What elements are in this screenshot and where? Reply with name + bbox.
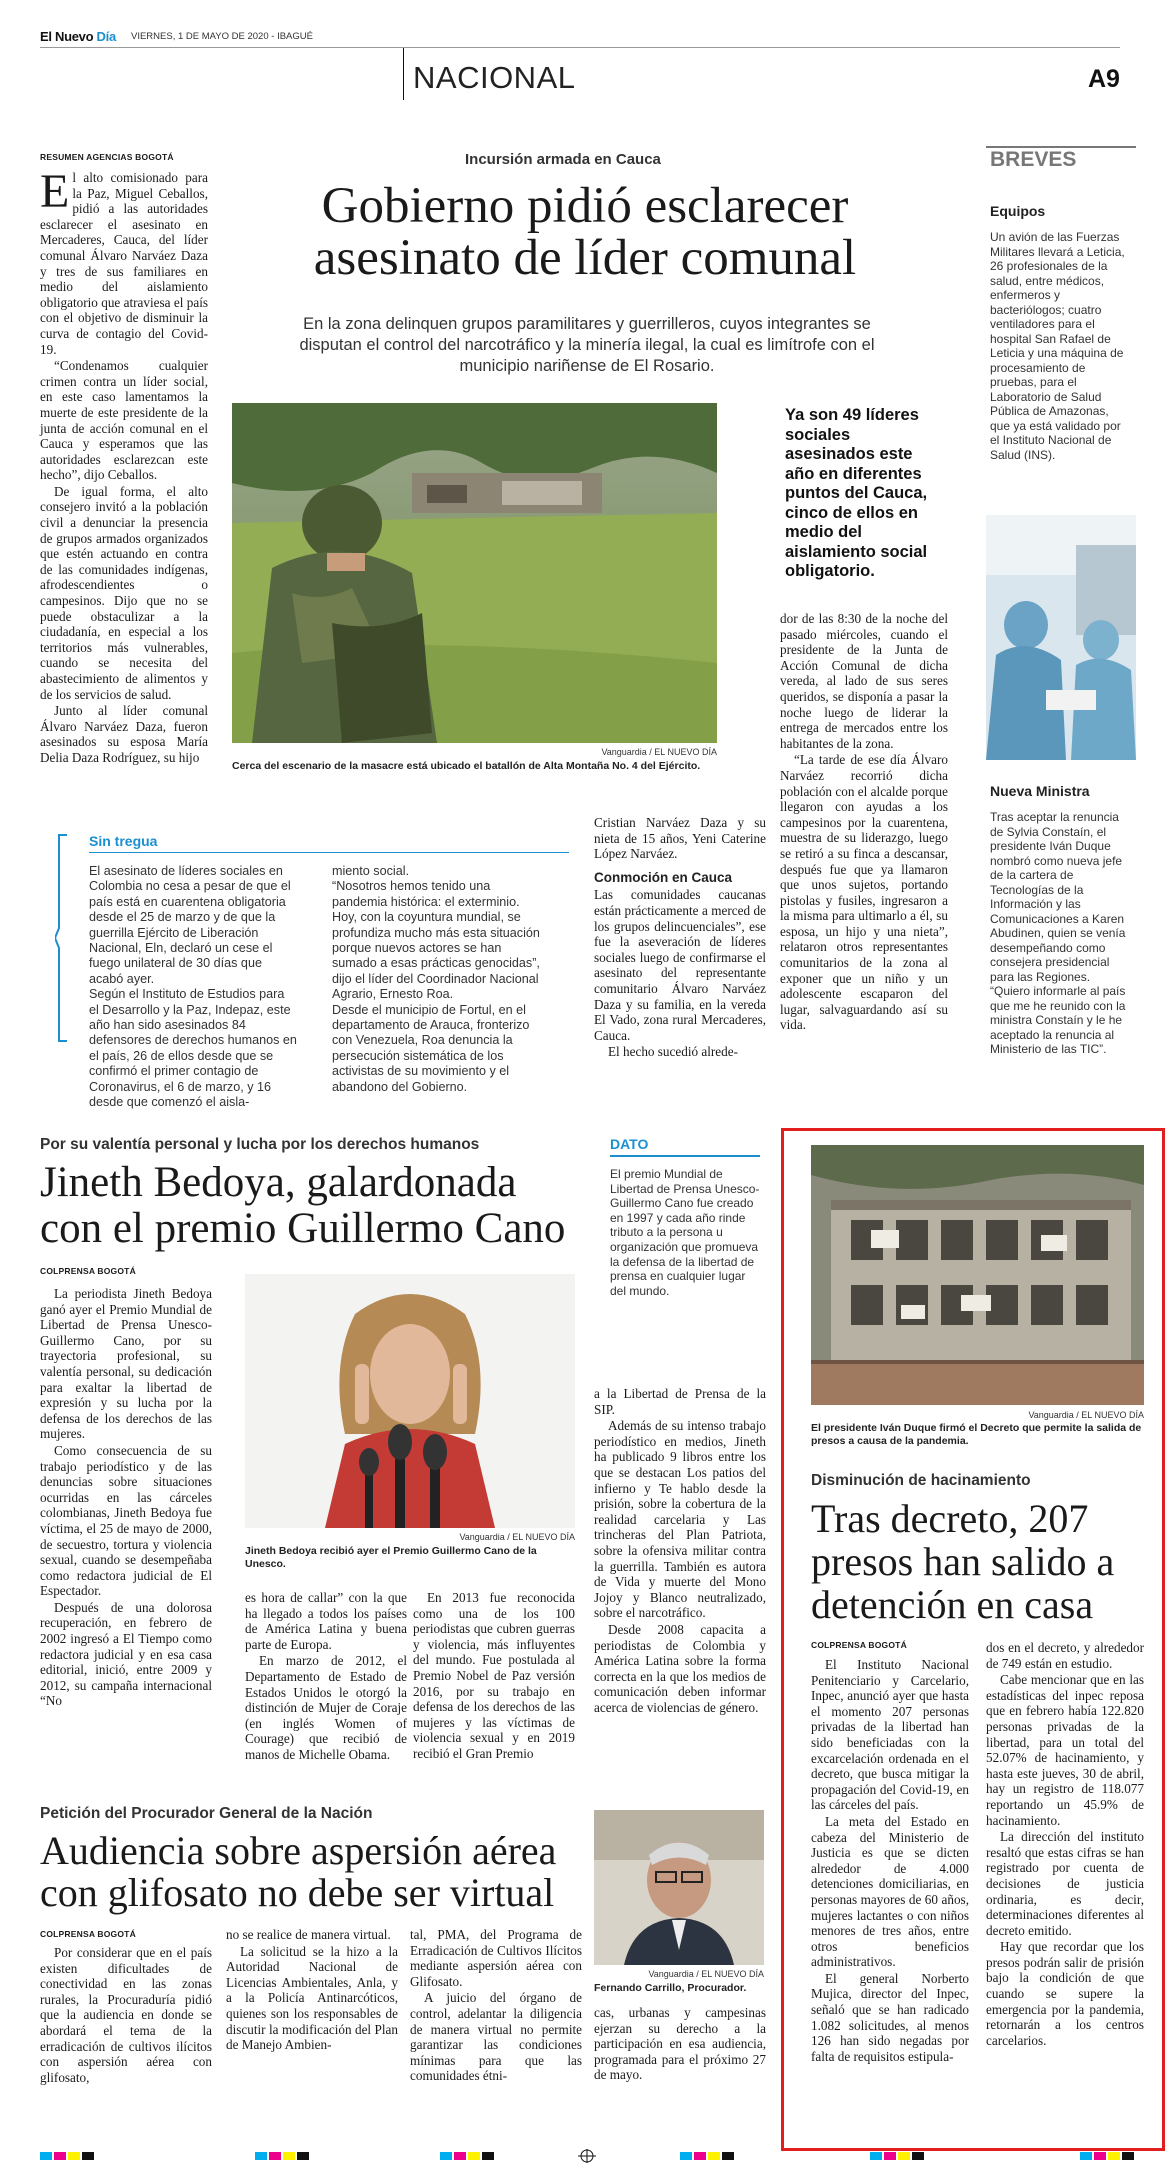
bedoya-c4c: Desde 2008 capacita a periodistas de Colombia y América Latina sobre la forma correcta en la que los medios de comunicación deben informar acerca de violencias de género. bbox=[594, 1621, 766, 1715]
breves-title: BREVES bbox=[990, 148, 1077, 171]
glifosato-c4: cas, urbanas y campesinas ejerzan su derecho a la participación en esa audiencia, programada para el próximo 27 de mayo. bbox=[594, 2005, 766, 2083]
lead-subhead: Conmoción en Cauca bbox=[594, 869, 733, 885]
glifosato-photo-caption: Fernando Carrillo, Procurador. bbox=[594, 1982, 747, 1994]
bedoya-photo-caption: Jineth Bedoya recibió ayer el Premio Guillermo Cano de la Unesco. bbox=[245, 1545, 537, 1570]
glifosato-col4 bbox=[594, 2005, 766, 2084]
sin-tregua-text4: “Nosotros hemos tenido una pandemia histórica: el exterminio. Hoy, con la coyuntura mundial, se profundiza mucho más esta situación porque nuevos actores se han sumado a esas prácticas genocidas”, dijo el líder del Coordinador Nacional Agrario, Ernesto Roa. bbox=[332, 879, 540, 1002]
prison-building-image bbox=[811, 1145, 1144, 1405]
sin-tregua-bracket bbox=[55, 833, 69, 1043]
breves-item1-title: Equipos bbox=[990, 203, 1046, 219]
presos-p3: El general Norberto Mujica, director del Inpec, señaló que se han radicado 1.082 solicitudes, al menos 126 han sido negadas por falta de requisitos estipula- bbox=[811, 1970, 969, 2064]
fernando-carrillo-image bbox=[594, 1810, 764, 1965]
logo-text-b: Día bbox=[96, 29, 116, 44]
bedoya-kicker: Por su valentía personal y lucha por los derechos humanos bbox=[40, 1136, 480, 1153]
dato-text: El premio Mundial de Libertad de Prensa Unesco-Guillermo Cano fue creado en 1997 y cada año rinde tributo a la persona u organización que promueva la defensa de la libertad de prensa en cualquier lugar del mundo. bbox=[610, 1167, 760, 1298]
header-divider bbox=[40, 47, 1120, 48]
breves-photo bbox=[986, 515, 1136, 760]
print-color-bar bbox=[40, 2149, 1135, 2163]
presos-photo-credit: Vanguardia / EL NUEVO DÍA bbox=[1028, 1410, 1144, 1420]
lead-mid-column bbox=[594, 815, 766, 1061]
section-title: NACIONAL bbox=[413, 60, 576, 95]
lead-mid-p2: Las comunidades caucanas están prácticamente a merced de los grupos delincuenciales”, ese fue la aseveración de líderes sociales luego de confirmarse el asesinato del representante comunitario Álvaro Narváez Daza y su familia, en la vereda El Vado, zona rural Mercaderes, Cauca. bbox=[594, 887, 766, 1043]
sin-tregua-col1 bbox=[89, 864, 297, 1111]
bedoya-col2 bbox=[245, 1590, 407, 1764]
sin-tregua-text3: miento social. bbox=[332, 864, 409, 878]
lead-right-p2: “La tarde de ese día Álvaro Narváez recorrió dicha población con el alcalde porque llegaron con ayudas a los campesinos por la cuarentena, muestra de su liderazgo, luego se retiró a su finca a descansar, después fue que ya llamaron que unos sujetos, portando pistolas y fusiles, ingresaron a la misma para ultimarlo a él, su esposa, un hijo y una nieta”, relataron otros representantes comunitarios de la zona al exponer que un niño y un adolescente escaparon del lugar, salvaguardando así su vida. bbox=[780, 752, 948, 1033]
sin-tregua-rule bbox=[89, 852, 569, 853]
dropcap: E bbox=[40, 165, 70, 218]
lead-p1: l alto comisionado para la Paz, Miguel Ceballos, pidió a las autoridades esclarecer el asesinato en Mercaderes, Cauca, del líder comunal Álvaro Narváez Daza y tres de sus familiares en medio del aislamiento obligatorio que atraviesa el país con el objetivo de disminuir la curva de contagio del Covid-19. bbox=[40, 170, 208, 357]
presos-c2c: La dirección del instituto resaltó que estas cifras se han registrado por cuenta de decisiones de justicia ordinaria, es decir, determinaciones diferentes al decreto emitido. bbox=[986, 1829, 1144, 1938]
lead-photo-caption: Cerca del escenario de la masacre está ubicado el batallón de Alta Montaña No. 4 del Ejército. bbox=[232, 760, 701, 772]
masthead-logo bbox=[40, 29, 116, 44]
lead-right-column bbox=[780, 611, 948, 1034]
presos-col2 bbox=[986, 1640, 1144, 2049]
bedoya-c2: es hora de callar” con la que ha llegado a todos los países de América Latina y buena parte de Europa. bbox=[245, 1590, 407, 1652]
soldier-image bbox=[232, 403, 717, 743]
bedoya-c4: a la Libertad de Prensa de la SIP. bbox=[594, 1386, 766, 1417]
presos-headline: Tras decreto, 207 presos han salido a detención en casa bbox=[811, 1496, 1115, 1627]
glifosato-c1: Por considerar que en el país existen dificultades de conectividad en las zonas rurales, la Procuraduría pidió que la audiencia en donde se abordará el tema de la erradicación de cultivos ilícitos con aspersión aérea con glifosato, bbox=[40, 1945, 212, 2085]
lead-photo bbox=[232, 403, 717, 743]
sin-tregua-text5: Desde el municipio de Fortul, en el departamento de Arauca, fronterizo con Venezuela, Roa denuncia la persecución sistemática de los activistas de su movimiento y el abandono del Gobierno. bbox=[332, 1002, 530, 1094]
logo-text-a: El Nuevo bbox=[40, 29, 94, 44]
glifosato-col3 bbox=[410, 1927, 582, 2085]
glifosato-headline: Audiencia sobre aspersión aérea con glifosato no debe ser virtual bbox=[40, 1828, 557, 1915]
bedoya-p1: La periodista Jineth Bedoya ganó ayer el Premio Mundial de Libertad de Prensa Unesco-Guillermo Cano, por su trayectoria profesional, su valentía personal, su dedicación para exaltar la libertad de expresión y su lucha por la defensa de los derechos de las mujeres. bbox=[40, 1286, 212, 1442]
glifosato-c3b: A juicio del órgano de control, adelantar la diligencia de manera virtual no permite garantizar las condiciones mínimas para que las comunidades étni- bbox=[410, 1990, 582, 2084]
lead-kicker: Incursión armada en Cauca bbox=[465, 151, 661, 168]
presos-c2: dos en el decreto, y alrededor de 749 están en estudio. bbox=[986, 1640, 1144, 1671]
lead-pullquote: Ya son 49 líderes sociales asesinados este año en diferentes puntos del Cauca, cinco de ellos en medio del aislamiento social obligatorio. bbox=[785, 406, 928, 580]
jineth-bedoya-image bbox=[245, 1274, 575, 1528]
dato-title: DATO bbox=[610, 1136, 649, 1152]
presos-col1 bbox=[811, 1657, 969, 2065]
page-number: A9 bbox=[1088, 65, 1120, 93]
glifosato-c2b: La solicitud se la hizo a la Autoridad Nacional de Licencias Ambientales, Anla, y a la Policía Antinarcóticos, quienes son los responsables de discutir la modificación del Plan de Manejo Ambien- bbox=[226, 1943, 398, 2053]
bedoya-col4 bbox=[594, 1386, 766, 1716]
lead-byline: RESUMEN AGENCIAS BOGOTÁ bbox=[40, 152, 174, 162]
glifosato-c2: no se realice de manera virtual. bbox=[226, 1927, 391, 1942]
lead-mid-p3: El hecho sucedió alrede- bbox=[608, 1044, 738, 1060]
lead-p3: De igual forma, el alto consejero invitó a la población civil a denunciar la presencia de grupos armados organizados que estén actuando en contra de las comunidades indígenas, afrodescendientes o campesinos. Dijo que no se puede obstaculizar a la ciudadanía, en especial a los territorios más vulnerables, cuando se necesita del abastecimiento de alimentos y de los servicios de salud. bbox=[40, 483, 208, 702]
lead-p2: “Condenamos cualquier crimen contra un líder social, en este caso lamentamos la muerte de este presidente de la junta de acción comunal en el Cauca y esperamos que las autoridades esclarezcan este hecho”, dijo Ceballos. bbox=[40, 358, 208, 483]
date-line: VIERNES, 1 DE MAYO DE 2020 - IBAGUÉ bbox=[131, 31, 313, 42]
section-bar bbox=[403, 48, 404, 100]
bedoya-p2: Como consecuencia de su trabajo periodístico y de las denuncias sobre situaciones ocurridas en las cárceles colombianas, Jineth Bedoya fue víctima, el 25 de mayo de 2000, de secuestro, tortura y violencia sexual, cuando se desempeñaba como redactora judicial de El Espectador. bbox=[40, 1442, 212, 1599]
sin-tregua-text1: El asesinato de líderes sociales en Colombia no cesa a pesar de que el país está en cuarentena obligatoria desde el 25 de marzo y de que la guerrilla Ejército de Liberación Nacional, Eln, declaró un cese el fuego unilateral de 30 días que acabó ayer. bbox=[89, 864, 291, 986]
bedoya-photo bbox=[245, 1274, 575, 1528]
sin-tregua-title: Sin tregua bbox=[89, 833, 158, 849]
lead-mid-p1: Cristian Narváez Daza y su nieta de 15 años, Yeni Caterine López Narváez. bbox=[594, 815, 766, 862]
bedoya-p3: Después de una dolorosa recuperación, en febrero de 2002 ingresó a El Tiempo como redactora judicial y en esa casa editorial, inició, entre 2009 y 2012, su campaña internacional “No bbox=[40, 1599, 212, 1709]
bedoya-byline: COLPRENSA BOGOTÁ bbox=[40, 1266, 136, 1276]
sin-tregua-text2: Según el Instituto de Estudios para el Desarrollo y la Paz, Indepaz, este año han sido asesinados 84 defensores de derechos humanos en el país, 26 de ellos desde que se confirmó el primer contagio de Coronavirus, el 6 de marzo, y 16 desde que comenzó el aisla- bbox=[89, 987, 297, 1110]
breves-item1-text: Un avión de las Fuerzas Militares llevará a Leticia, 26 profesionales de la salud, entre médicos, enfermeros y bacteriólogos; cuatro ventiladores para el hospital San Rafael de Leticia y una máquina de procesamiento de pruebas, para el Laboratorio de Salud Pública de Amazonas, que ya está validado por el Instituto Nacional de Salud (INS). bbox=[990, 230, 1125, 462]
glifosato-col1 bbox=[40, 1945, 212, 2086]
glifosato-byline: COLPRENSA BOGOTÁ bbox=[40, 1929, 136, 1939]
bedoya-c4b: Además de su intenso trabajo periodístico en medios, Jineth ha publicado 9 libros entre los que se destacan Los patios del infierno y Te hablo desde la prisión, sobre la cobertura de la realidad carcelaria y Las trincheras del Plan Patriota, sobre la ofensiva militar contra la guerrilla. También es autora de Vida y muerte del Mono Jojoy y Blanco neutralizado, sobre el narcotráfico. bbox=[594, 1418, 766, 1621]
lead-headline: Gobierno pidió esclarecer asesinato de líder comunal bbox=[313, 178, 857, 286]
presos-byline: COLPRENSA BOGOTÁ bbox=[811, 1640, 907, 1650]
lead-right-p1: dor de las 8:30 de la noche del pasado miércoles, cuando el presidente de la Junta de Acción Comunal de dicha vereda, al lado de sus seres queridos, se disponía a pasar la noche luego de liderar la entrega de mercados entre los habitantes de la zona. bbox=[780, 611, 948, 751]
presos-kicker: Disminución de hacinamiento bbox=[811, 1472, 1031, 1489]
glifosato-col2 bbox=[226, 1927, 398, 2054]
bedoya-c2b: En marzo de 2012, el Departamento de Estado de Estados Unidos le otorgó la distinción de Mujer de Coraje (en inglés Women of Courage) que recibió de manos de Michelle Obama. bbox=[245, 1653, 407, 1762]
breves-item2-title: Nueva Ministra bbox=[990, 783, 1090, 799]
glifosato-photo-credit: Vanguardia / EL NUEVO DÍA bbox=[648, 1969, 764, 1979]
medical-staff-image bbox=[986, 515, 1136, 760]
bedoya-headline: Jineth Bedoya, galardonada con el premio Guillermo Cano bbox=[40, 1159, 566, 1252]
lead-deck: En la zona delinquen grupos paramilitares y guerrilleros, cuyos integrantes se disputan el control del narcotráfico y la minería ilegal, la cual es limítrofe con el municipio nariñense de El Rosario. bbox=[299, 315, 875, 375]
dato-rule bbox=[610, 1155, 760, 1157]
bedoya-photo-credit: Vanguardia / EL NUEVO DÍA bbox=[459, 1532, 575, 1542]
presos-photo-caption: El presidente Iván Duque firmó el Decreto que permite la salida de presos a causa de la pandemia. bbox=[811, 1422, 1142, 1447]
presos-p1: El Instituto Nacional Penitenciario y Carcelario, Inpec, anunció ayer que hasta el momento 207 personas privadas de la libertad han sido beneficiadas con la excarcelación ordenada en el decreto, que busca mitigar la propagación del Covid-19, en las cárceles del país. bbox=[811, 1657, 969, 1813]
glifosato-c3: tal, PMA, del Programa de Erradicación de Cultivos Ilícitos mediante aspersión aérea con Glifosato. bbox=[410, 1927, 582, 1989]
presos-c2d: Hay que recordar que los presos podrán salir de prisión bajo la condición de que cuando se supere la emergencia por la pandemia, retornarán a los centros carcelarios. bbox=[986, 1939, 1144, 2048]
presos-c2b: Cabe mencionar que en las estadísticas del inpec reposa que en febrero había 122.820 personas privadas de la libertad, para un total del 52.07% de hacinamiento, y hasta este jueves, 30 de abril, hay un registro de 118.077 reportando un 45.9% de hacinamiento. bbox=[986, 1672, 1144, 1828]
lead-p4: Junto al líder comunal Álvaro Narváez Daza, fueron asesinados su esposa María Delia Daza Rodríguez, su hijo bbox=[40, 703, 208, 765]
bedoya-col3 bbox=[413, 1590, 575, 1763]
bedoya-col1 bbox=[40, 1286, 212, 1710]
lead-photo-credit: Vanguardia / EL NUEVO DÍA bbox=[601, 747, 717, 757]
lead-left-column bbox=[40, 165, 208, 767]
glifosato-kicker: Petición del Procurador General de la Nación bbox=[40, 1805, 373, 1822]
glifosato-photo bbox=[594, 1810, 764, 1965]
presos-photo bbox=[811, 1145, 1144, 1405]
breves-item2-text: Tras aceptar la renuncia de Sylvia Constaín, el presidente Iván Duque nombró como nueva jefe de la cartera de Tecnologías de la Información y las Comunicaciones a Karen Abudinen, quien se venía desempeñando como consejera presidencial para las Regiones. “Quiero informarle al país que me he reunido con la ministra Constaín y le he aceptado la renuncia al Ministerio de las TIC”. bbox=[990, 810, 1126, 1056]
sin-tregua-col2 bbox=[332, 864, 547, 1095]
presos-p2: La meta del Estado en cabeza del Ministerio de Justicia es que se dicten alrededor de 4.000 detenciones domiciliarias, en personas mayores de 60 años, mujeres lactantes o con niños menores de tres años, entre otros beneficios administrativos. bbox=[811, 1813, 969, 1970]
bedoya-c3: En 2013 fue reconocida como una de los 100 periodistas que cubren guerras y violencia, más influyentes del mundo. Fue postulada al Premio Nobel de Paz versión 2016, por su trabajo en defensa de los derechos de las mujeres y las víctimas de violencia sexual y en 2019 recibió el Gran Premio bbox=[413, 1590, 575, 1761]
